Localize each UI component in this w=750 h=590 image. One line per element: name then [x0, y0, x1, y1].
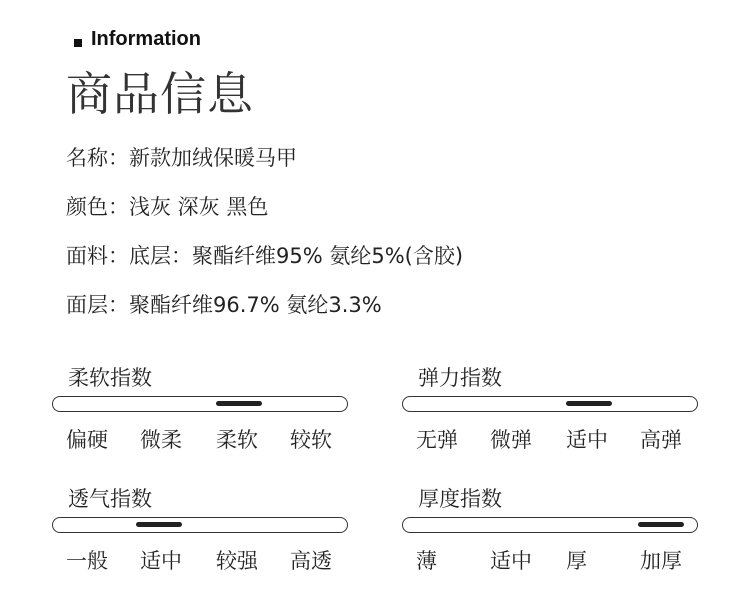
scale-option: 加厚: [640, 549, 682, 573]
scale-title: 厚度指数: [418, 487, 502, 511]
info-value: 聚酯纤维96.7% 氨纶3.3%: [129, 293, 382, 317]
info-value: 新款加绒保暖马甲: [129, 146, 297, 170]
section-title-cn: 商品信息: [66, 67, 254, 121]
elasticity-scale: [402, 362, 702, 472]
info-row-color: [66, 191, 268, 221]
scale-option: 适中: [566, 428, 608, 452]
scale-option: 较软: [290, 428, 332, 452]
scale-track: [52, 396, 348, 412]
scale-marker: [638, 522, 684, 527]
scale-title: 柔软指数: [68, 366, 152, 390]
scale-marker: [136, 522, 182, 527]
info-label: 面层：: [66, 293, 129, 317]
scale-option: 适中: [140, 549, 182, 573]
info-label: 名称：: [66, 146, 129, 170]
scale-option: 偏硬: [66, 428, 108, 452]
scale-option: 较强: [216, 549, 258, 573]
section-title-en: [74, 28, 201, 51]
scale-title: 透气指数: [68, 487, 152, 511]
scale-title: 弹力指数: [418, 366, 502, 390]
title-en-text: Information: [91, 28, 201, 50]
info-label: 颜色：: [66, 195, 129, 219]
scale-track: [402, 396, 698, 412]
scale-option: 厚: [566, 549, 587, 573]
square-bullet-icon: [74, 39, 82, 47]
scale-track: [402, 517, 698, 533]
info-row-fabric: [66, 240, 463, 270]
scale-option: 无弹: [416, 428, 458, 452]
scale-option: 适中: [490, 549, 532, 573]
info-row-surface: [66, 289, 382, 319]
scale-option: 高透: [290, 549, 332, 573]
scale-marker: [216, 401, 262, 406]
info-value: 浅灰 深灰 黑色: [129, 195, 269, 219]
info-value: 底层：聚酯纤维95% 氨纶5%(含胶): [129, 244, 464, 268]
scale-marker: [566, 401, 612, 406]
scale-track: [52, 517, 348, 533]
info-label: 面料：: [66, 244, 129, 268]
scale-option: 薄: [416, 549, 437, 573]
scale-option: 柔软: [216, 428, 258, 452]
thickness-scale: [402, 483, 702, 590]
softness-scale: [52, 362, 352, 472]
scale-option: 高弹: [640, 428, 682, 452]
breathability-scale: [52, 483, 352, 590]
scale-option: 微弹: [490, 428, 532, 452]
scale-option: 微柔: [140, 428, 182, 452]
info-row-name: [66, 142, 297, 172]
scale-option: 一般: [66, 549, 108, 573]
